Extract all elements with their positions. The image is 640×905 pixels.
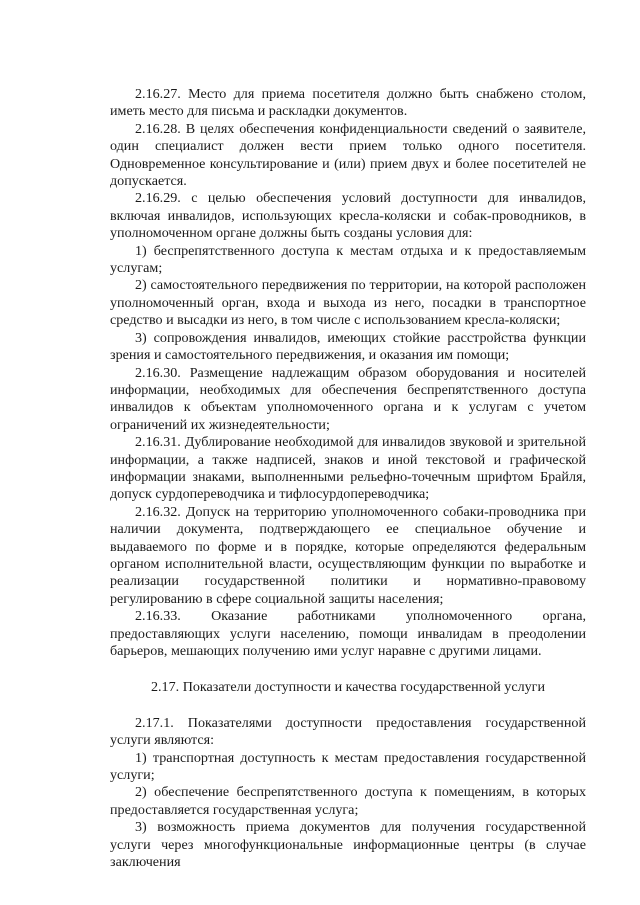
paragraph-2-16-30: 2.16.30. Размещение надлежащим образом оборудования и носителей информации, необходимых для обеспечения беспрепятственного доступа инвалидов к объектам уполномоченного органа и к услугам с учетом ограничений их жизнедеятельности; [110, 364, 586, 433]
list-item-1: 1) беспрепятственного доступа к местам отдыха и к предоставляемым услугам; [110, 242, 586, 277]
list-item-2: 2) самостоятельного передвижения по территории, на которой расположен уполномоченный орган, входа и выхода из него, посадки в транспортное средство и высадки из него, в том числе с использованием кресла-коляски; [110, 277, 586, 329]
paragraph-2-16-28: 2.16.28. В целях обеспечения конфиденциальности сведений о заявителе, один специалист должен вести прием только одного посетителя. Одновременное консультирование и (или) прием двух и более посетителей не допускается. [110, 120, 586, 190]
indicator-item-2: 2) обеспечение беспрепятственного доступа к помещениям, в которых предоставляется государственная услуга; [110, 784, 586, 818]
list-item-3: 3) сопровождения инвалидов, имеющих стойкие расстройства функции зрения и самостоятельного передвижения, и оказания им помощи; [110, 329, 586, 364]
paragraph-2-16-32: 2.16.32. Допуск на территорию уполномоченного собаки-проводника при наличии документа, подтверждающего ее специальное обучение и выдаваемого по форме и в порядке, которые определяются федеральным органом исполнительной власти, осуществляющим функции по выработке и реализации государственной политики и нормативно-правовому регулированию в сфере социальной защиты населения; [110, 503, 586, 607]
paragraph-2-16-33: 2.16.33. Оказание работниками уполномоченного органа, предоставляющих услуги населению, помощи инвалидам в преодолении барьеров, мешающих получению ими услуг наравне с другими лицами. [110, 608, 586, 659]
indicator-item-3: 3) возможность приема документов для получения государственной услуги через многофункциональные информационные центры (в случае заключения [110, 819, 586, 871]
paragraph-2-16-29: 2.16.29. с целью обеспечения условий доступности для инвалидов, включая инвалидов, использующих кресла-коляски и собак-проводников, в уполномоченном органе должны быть созданы условия для: [110, 190, 586, 242]
indicator-item-1: 1) транспортная доступность к местам предоставления государственной услуги; [110, 749, 586, 784]
paragraph-2-16-27: 2.16.27. Место для приема посетителя должно быть снабжено столом, иметь место для письма и раскладки документов. [110, 86, 586, 120]
paragraph-2-17-1: 2.17.1. Показателями доступности предоставления государственной услуги являются: [110, 714, 586, 749]
document-body [110, 86, 586, 871]
paragraph-2-16-31: 2.16.31. Дублирование необходимой для инвалидов звуковой и зрительной информации, а также надписей, знаков и иной текстовой и графической информации знаками, выполненными рельефно-точечным шрифтом Брайля, допуск сурдопереводчика и тифлосурдопереводчика; [110, 434, 586, 503]
section-heading: 2.17. Показатели доступности и качества государственной услуги [150, 679, 546, 696]
